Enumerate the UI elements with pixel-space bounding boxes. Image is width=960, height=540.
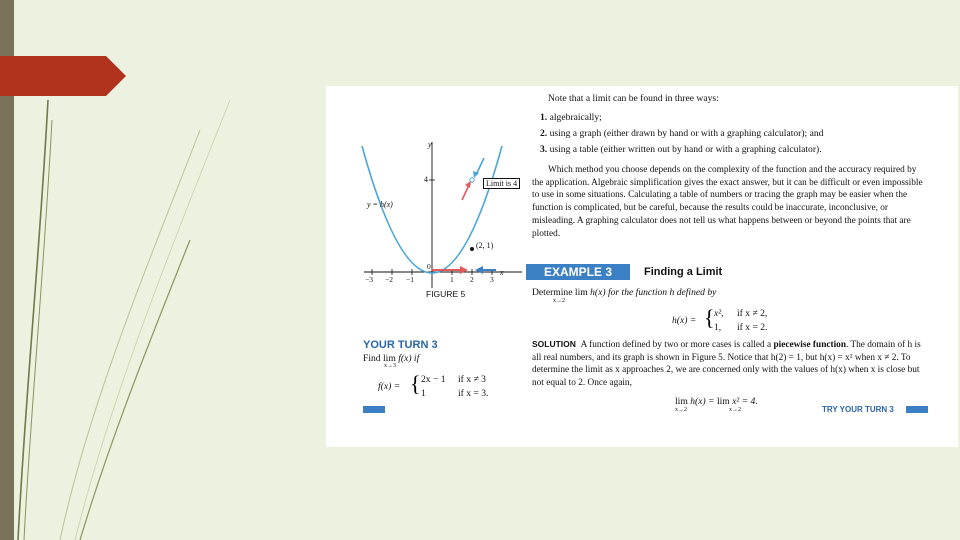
x-axis-label: x bbox=[500, 268, 504, 277]
x-tick-2: 2 bbox=[470, 275, 474, 284]
your-turn-lhs: f(x) = bbox=[378, 381, 401, 392]
your-turn-case2-val: 1 bbox=[421, 388, 426, 399]
example-title: Finding a Limit bbox=[644, 266, 723, 278]
your-turn-prompt: Find lim f(x) if bbox=[363, 353, 420, 364]
def-lhs: h(x) = bbox=[672, 315, 697, 326]
try-your-turn: TRY YOUR TURN 3 bbox=[822, 405, 894, 414]
x-tick-neg3: −3 bbox=[365, 275, 373, 284]
final-sub-2: x→2 bbox=[729, 407, 741, 413]
your-turn-case1-val: 2x − 1 bbox=[421, 374, 446, 385]
curve-label: y = h(x) bbox=[367, 200, 393, 209]
x-tick-3: 3 bbox=[490, 275, 494, 284]
def-case2-cond: if x = 2. bbox=[737, 322, 768, 333]
textbook-page bbox=[326, 86, 958, 447]
intro-item-1: 1. algebraically; bbox=[540, 112, 602, 123]
example-label: EXAMPLE 3 bbox=[544, 265, 613, 279]
intro-paragraph: Which method you choose depends on the complexity of the function and the accuracy required by the application. Algebraic simplification gives the exact answer, but it can be difficult or even impossible to use in some situations. Calculating a table of numbers or tracing the graph may be easier when the function is complicated, but be careful, because the results could be inaccurate, inconclusive, or misleading. A graphing calculator does not tell us what happens between or beyond the points that are plotted. bbox=[532, 165, 923, 239]
y-axis-label: y bbox=[428, 140, 432, 149]
solution-paragraph: SOLUTION A function defined by two or more cases is called a piecewise function. The domain of h is all real numbers, and its graph is shown in Figure 5. Notice that h(2) = 1, but h(x) = x² when x ≠ 2. To determine the limit as x approaches 2, we are concerned only with the values of h(x) when x is close but not equal to 2. Once again, bbox=[532, 339, 921, 389]
try-your-turn-bar bbox=[906, 406, 928, 413]
your-turn-sub: x→3 bbox=[384, 363, 396, 369]
your-turn-title: YOUR TURN 3 bbox=[363, 339, 438, 351]
your-turn-brace: { bbox=[410, 371, 421, 396]
final-sub-1: x→2 bbox=[675, 407, 687, 413]
intro-item-2: 2. using a graph (either drawn by hand or with a graphing calculator); and bbox=[540, 128, 824, 139]
def-brace: { bbox=[704, 305, 715, 330]
x-tick-neg2: −2 bbox=[385, 275, 393, 284]
your-turn-case1-cond: if x ≠ 3 bbox=[458, 374, 486, 385]
example-prompt: Determine lim h(x) for the function h defined by bbox=[532, 287, 717, 298]
x-tick-1: 1 bbox=[450, 275, 454, 284]
your-turn-bar bbox=[363, 406, 385, 413]
title-arrow-tab bbox=[0, 56, 126, 96]
intro-heading: Note that a limit can be found in three ways: bbox=[548, 93, 719, 104]
intro-item-3: 3. using a table (either written out by hand or with a graphing calculator). bbox=[540, 144, 822, 155]
y-tick-4: 4 bbox=[424, 175, 428, 184]
point-label: (2, 1) bbox=[476, 241, 494, 250]
x-tick-0: 0 bbox=[427, 262, 431, 271]
def-case1-val: x², bbox=[714, 308, 724, 319]
example-prompt-sub: x→2 bbox=[553, 298, 565, 304]
limit-label: Limit is 4 bbox=[483, 178, 520, 189]
figure-caption: FIGURE 5 bbox=[426, 289, 466, 299]
your-turn-case2-cond: if x = 3. bbox=[458, 388, 489, 399]
def-case2-val: 1, bbox=[714, 322, 722, 333]
def-case1-cond: if x ≠ 2, bbox=[737, 308, 768, 319]
final-limit: lim h(x) = lim x² = 4. bbox=[675, 396, 758, 407]
x-tick-neg1: −1 bbox=[406, 275, 414, 284]
